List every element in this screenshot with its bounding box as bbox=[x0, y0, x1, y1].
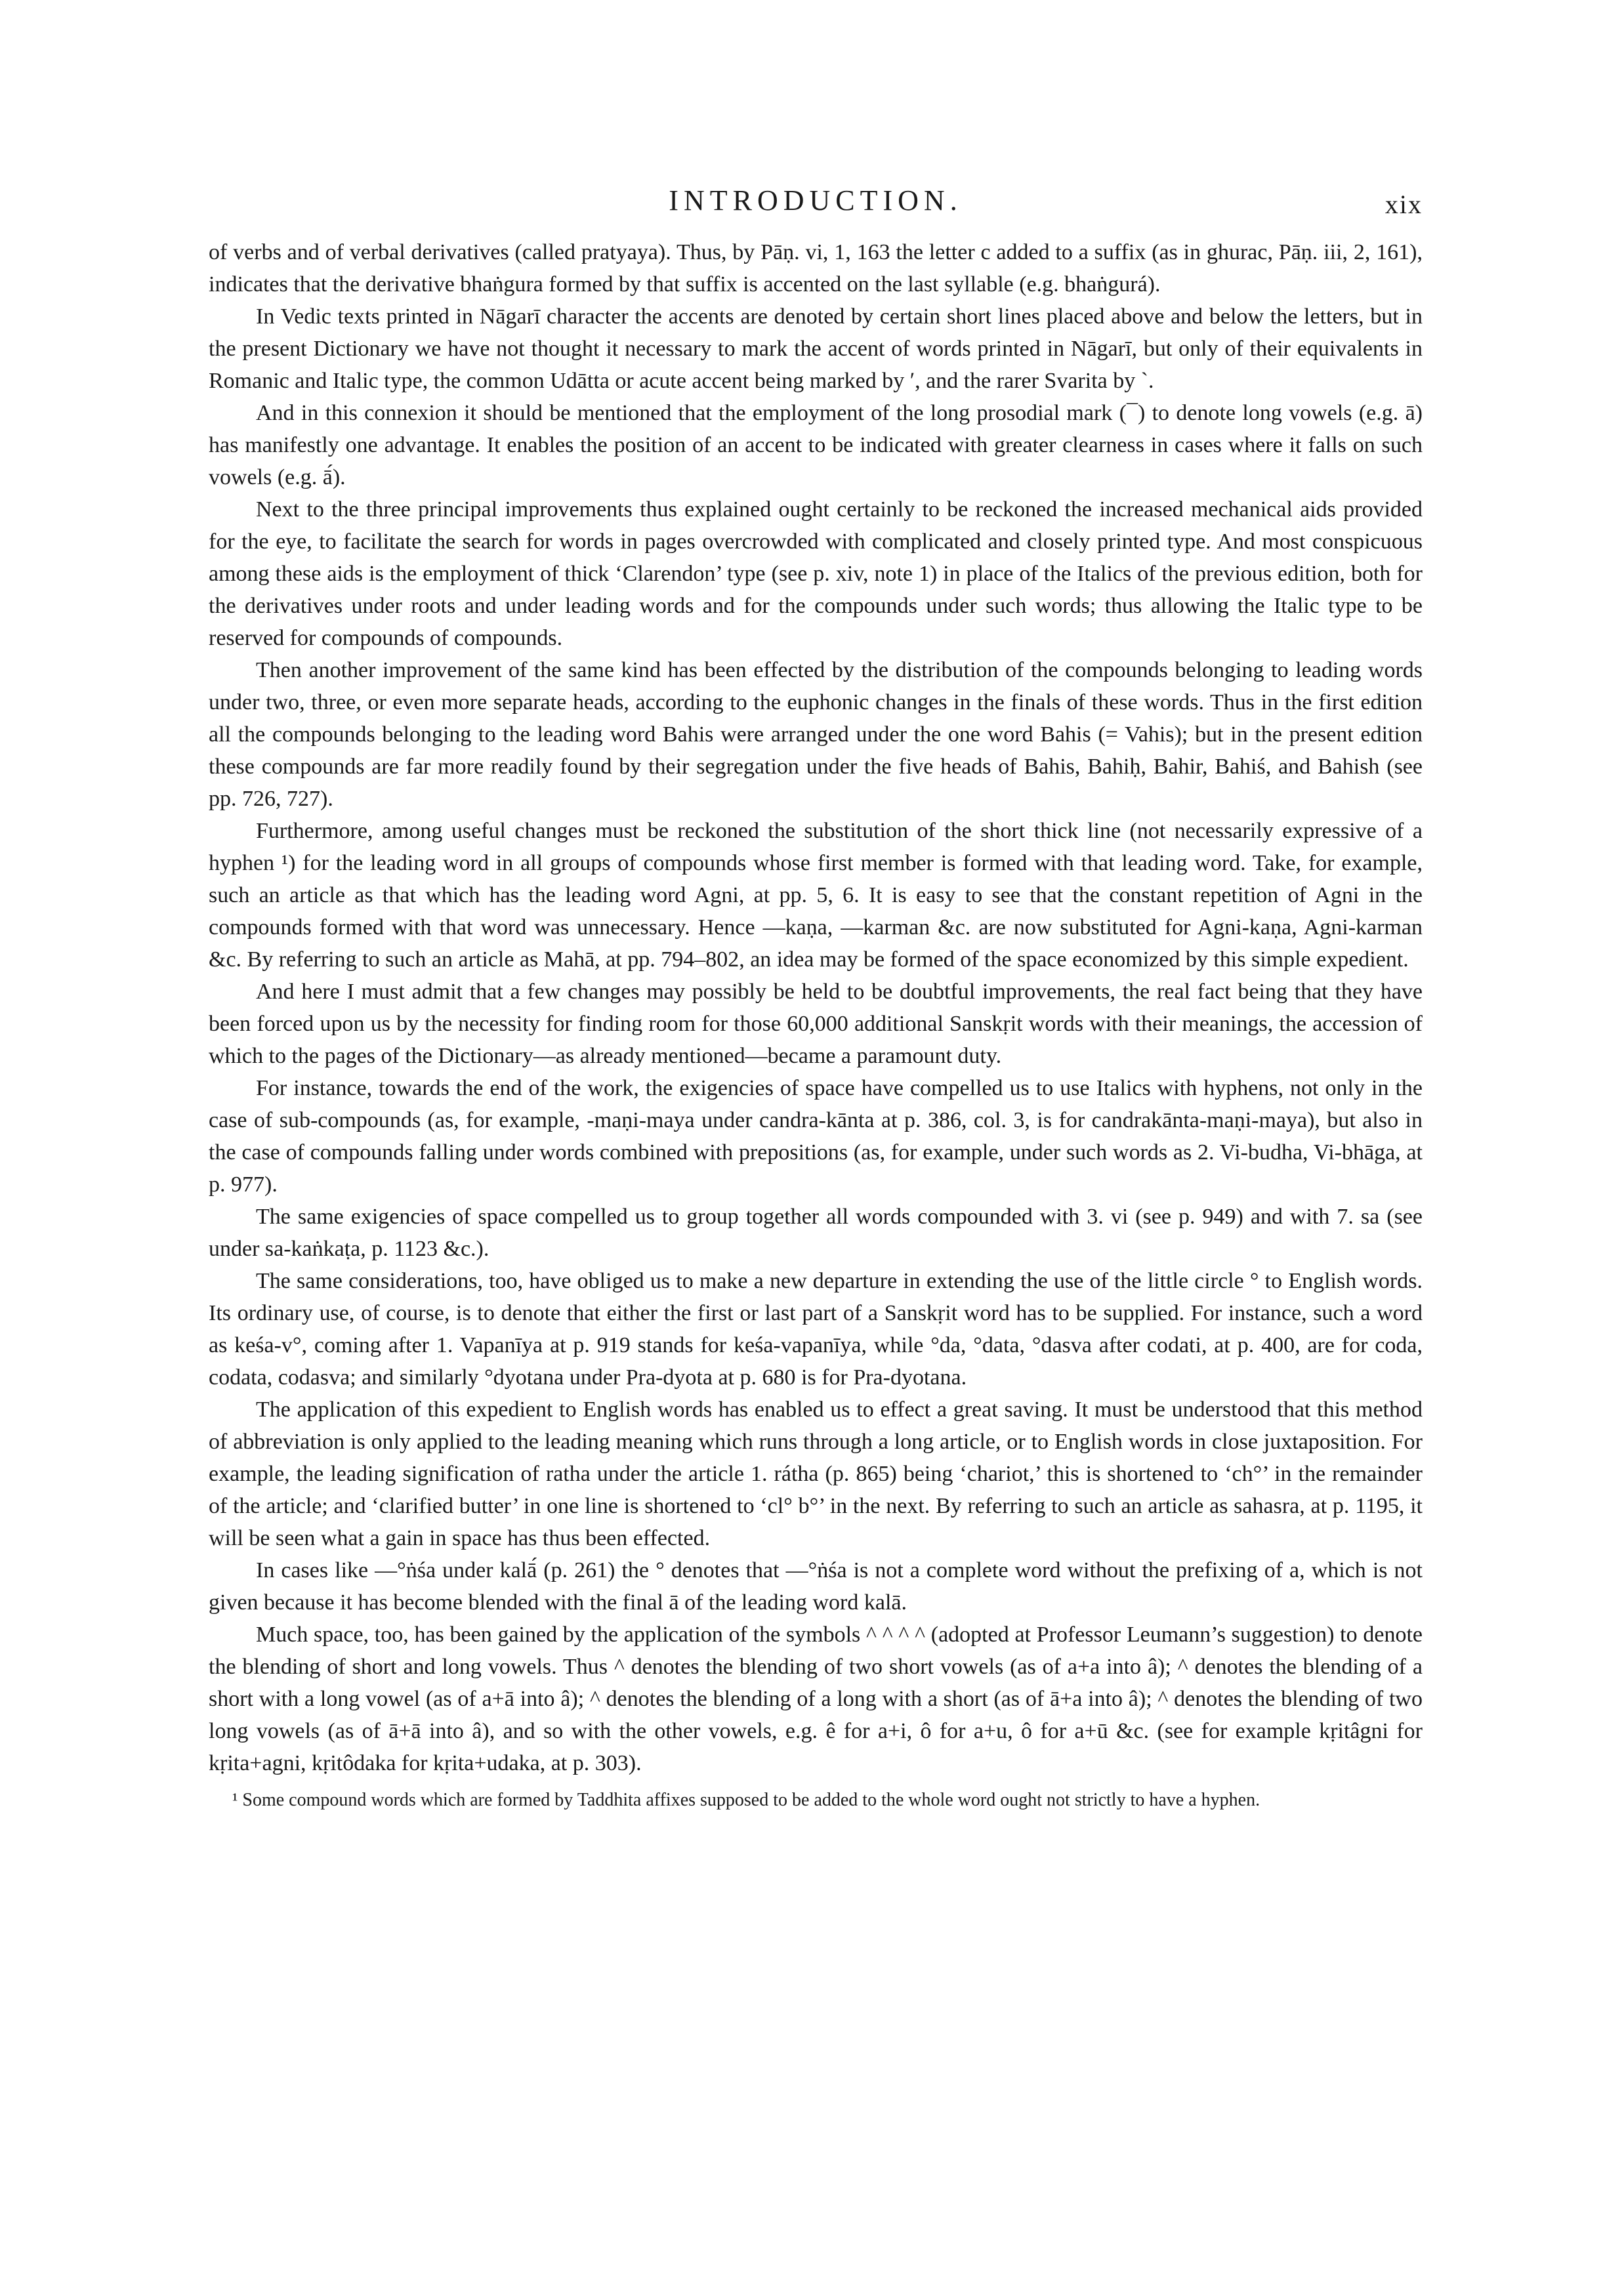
paragraph: Much space, too, has been gained by the application of the symbols ^ ^ ^ ^ (adopted at Professor Leumann’s suggestion) to denote the blending of short and long vowels. Thus ^ denotes the blending of two short vowels (as of a+a into â); ^ denotes the blending of a short with a long vowel (as of a+ā into â); ^ denotes the blending of a long with a short (as of ā+a into â); ^ denotes the blending of two long vowels (as of ā+ā into â), and so with the other vowels, e.g. ê for a+i, ô for a+u, ô for a+ū &c. (see for example kṛitâgni for kṛita+agni, kṛitôdaka for kṛita+udaka, at p. 303). bbox=[209, 1623, 1423, 1775]
paragraph: Then another improvement of the same kind has been effected by the distribution of the compounds belonging to leading words under two, three, or even more separate heads, according to the euphonic changes in the finals of these words. Thus in the first edition all the compounds belonging to the leading word Bahis were arranged under the one word Bahis (= Vahis); but in the present edition these compounds are far more readily found by their segregation under the five heads of Bahis, Bahiḥ, Bahir, Bahiś, and Bahish (see pp. 726, 727). bbox=[209, 658, 1423, 811]
paragraph: And in this connexion it should be mentioned that the employment of the long prosodial mark (¯) to denote long vowels (e.g. ā) has manifestly one advantage. It enables the position of an accent to be indicated with greater clearness in cases where it falls on such vowels (e.g. ā́). bbox=[209, 401, 1423, 489]
paragraph: The same exigencies of space compelled us to group together all words compounded with 3. vi (see p. 949) and with 7. sa (see under sa-kaṅkaṭa, p. 1123 &c.). bbox=[209, 1205, 1423, 1261]
paragraph: The same considerations, too, have obliged us to make a new departure in extending the use of the little circle ° to English words. Its ordinary use, of course, is to denote that either the first or last part of a Sanskṛit word has to be supplied. For instance, such a word as keśa-v°, coming after 1. Vapanīya at p. 919 stands for keśa-vapanīya, while °da, °data, °dasva after codati, at p. 400, are for coda, codata, codasva; and similarly °dyotana under Pra-dyota at p. 680 is for Pra-dyotana. bbox=[209, 1269, 1423, 1390]
paragraph: For instance, towards the end of the work, the exigencies of space have compelled us to use Italics with hyphens, not only in the case of sub-compounds (as, for example, -maṇi-maya under candra-kānta at p. 386, col. 3, is for candrakānta-maṇi-maya), but also in the case of compounds falling under words combined with prepositions (as, for example, under such words as 2. Vi-budha, Vi-bhāga, at p. 977). bbox=[209, 1076, 1423, 1197]
paragraph: And here I must admit that a few changes may possibly be held to be doubtful improvements, the real fact being that they have been forced upon us by the necessity for finding room for those 60,000 additional Sanskṛit words with their meanings, the accession of which to the pages of the Dictionary—as already mentioned—became a paramount duty. bbox=[209, 980, 1423, 1068]
page-title: INTRODUCTION. bbox=[669, 184, 963, 217]
paragraph: In Vedic texts printed in Nāgarī character the accents are denoted by certain short lines placed above and below the letters, but in the present Dictionary we have not thought it necessary to mark the accent of words printed in Nāgarī, but only of their equivalents in Romanic and Italic type, the common Udātta or acute accent being marked by ʹ, and the rarer Svarita by ˋ. bbox=[209, 304, 1423, 393]
paragraph: The application of this expedient to English words has enabled us to effect a great saving. It must be understood that this method of abbreviation is only applied to the leading meaning which runs through a long article, or to English words in close juxtaposition. For example, the leading signification of ratha under the article 1. rátha (p. 865) being ‘chariot,’ this is shortened to ‘ch°’ in the remainder of the article; and ‘clarified butter’ in one line is shortened to ‘cl° b°’ in the next. By referring to such an article as sahasra, at p. 1195, it will be seen what a gain in space has thus been effected. bbox=[209, 1397, 1423, 1550]
paragraph: of verbs and of verbal derivatives (called pratyaya). Thus, by Pāṇ. vi, 1, 163 the letter c added to a suffix (as in ghurac, Pāṇ. iii, 2, 161), indicates that the derivative bhaṅgura formed by that suffix is accented on the last syllable (e.g. bhaṅgurá). bbox=[209, 240, 1423, 297]
body-text bbox=[209, 236, 1423, 1779]
running-head bbox=[209, 172, 1423, 224]
paragraph: Next to the three principal improvements thus explained ought certainly to be reckoned the increased mechanical aids provided for the eye, to facilitate the search for words in pages overcrowded with complicated and closely printed type. And most conspicuous among these aids is the employment of thick ‘Clarendon’ type (see p. xiv, note 1) in place of the Italics of the previous edition, both for the derivatives under roots and under leading words and for the compounds under such words; thus allowing the Italic type to be reserved for compounds of compounds. bbox=[209, 497, 1423, 650]
paragraph: Furthermore, among useful changes must be reckoned the substitution of the short thick line (not necessarily expressive of a hyphen ¹) for the leading word in all groups of compounds whose first member is formed with that leading word. Take, for example, such an article as that which has the leading word Agni, at pp. 5, 6. It is easy to see that the constant repetition of Agni in the compounds formed with that word was unnecessary. Hence —kaṇa, —karman &c. are now substituted for Agni-kaṇa, Agni-karman &c. By referring to such an article as Mahā, at pp. 794–802, an idea may be formed of the space economized by this simple expedient. bbox=[209, 819, 1423, 972]
document-page bbox=[209, 172, 1423, 1813]
paragraph: In cases like —°ṅśa under kalā́ (p. 261) the ° denotes that —°ṅśa is not a complete word without the prefixing of a, which is not given because it has become blended with the final ā of the leading word kalā. bbox=[209, 1558, 1423, 1615]
page-number: xix bbox=[1385, 190, 1423, 219]
footnote: ¹ Some compound words which are formed by Taddhita affixes supposed to be added to the whole word ought not strictly to have a hyphen. bbox=[232, 1790, 1260, 1810]
